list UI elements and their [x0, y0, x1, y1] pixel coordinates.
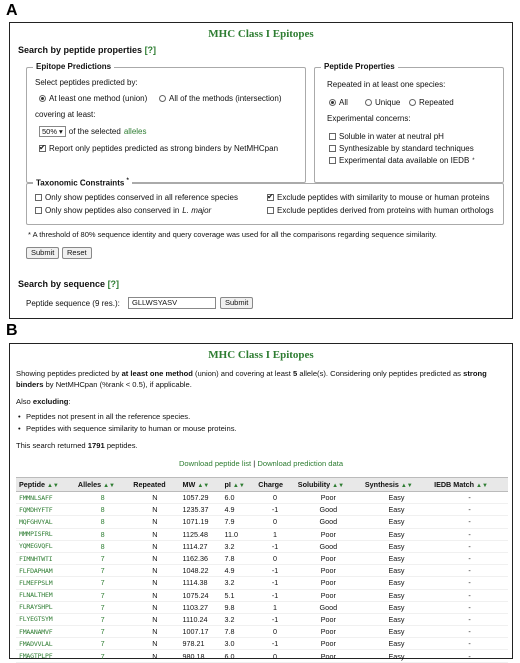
experimental-checkbox[interactable]: [329, 157, 336, 164]
repeat-all-radio[interactable]: [329, 99, 336, 106]
table-cell: Easy: [362, 577, 431, 589]
peptide-link[interactable]: FLMEFPSLM: [16, 577, 75, 589]
table-cell: 0: [255, 552, 295, 564]
sequence-input[interactable]: GLLWSYASV: [128, 297, 216, 309]
table-cell: Easy: [362, 638, 431, 650]
table-cell: -: [431, 516, 508, 528]
sort-icon[interactable]: ▲▼: [332, 483, 345, 489]
table-cell: Good: [295, 516, 362, 528]
exclude-orthologs-option[interactable]: Exclude peptides derived from proteins with human orthologs: [267, 206, 494, 215]
table-cell: Good: [295, 540, 362, 552]
column-header[interactable]: pI ▲▼: [222, 478, 256, 492]
conserved-all-option[interactable]: Only show peptides conserved in all reference species: [35, 193, 238, 202]
table-cell: 3.2: [222, 613, 256, 625]
peptide-properties-fieldset: [314, 62, 504, 183]
alleles-link[interactable]: 7: [75, 638, 130, 650]
concerns-label: Experimental concerns:: [327, 114, 411, 123]
table-cell: 5.1: [222, 589, 256, 601]
chevron-down-icon: ▾: [59, 127, 63, 136]
sort-icon[interactable]: ▲▼: [400, 483, 413, 489]
select-label: Select peptides predicted by:: [35, 78, 138, 87]
fieldset-legend: Epitope Predictions: [33, 62, 114, 71]
union-radio[interactable]: [39, 95, 46, 102]
table-cell: -: [431, 626, 508, 638]
column-header[interactable]: MW ▲▼: [180, 478, 222, 492]
repeat-repeated-option[interactable]: Repeated: [409, 98, 454, 107]
table-cell: Easy: [362, 552, 431, 564]
alleles-link[interactable]: 7: [75, 626, 130, 638]
peptide-link[interactable]: FMAANAMVF: [16, 626, 75, 638]
search-properties-heading: Search by peptide properties [?]: [18, 45, 157, 55]
table-cell: 3.2: [222, 540, 256, 552]
panel-letter-b: B: [6, 322, 18, 339]
table-row: [16, 638, 508, 650]
table-cell: -: [431, 528, 508, 540]
method-intersection-option[interactable]: All of the methods (intersection): [159, 94, 282, 103]
table-body: [16, 492, 508, 663]
coverage-select[interactable]: 50% ▾: [39, 126, 66, 137]
table-cell: N: [130, 504, 179, 516]
table-cell: 1057.29: [180, 492, 222, 504]
table-cell: 1162.36: [180, 552, 222, 564]
table-cell: 4.9: [222, 565, 256, 577]
fieldset-legend: Peptide Properties: [321, 62, 398, 71]
table-row: [16, 650, 508, 662]
table-cell: N: [130, 613, 179, 625]
alleles-link[interactable]: 8: [75, 540, 130, 552]
table-cell: 1075.24: [180, 589, 222, 601]
table-cell: Poor: [295, 565, 362, 577]
table-cell: 0: [255, 626, 295, 638]
synthesizable-checkbox[interactable]: [329, 145, 336, 152]
peptide-link[interactable]: FIMNHTWTI: [16, 552, 75, 564]
alleles-link[interactable]: 7: [75, 577, 130, 589]
table-cell: N: [130, 565, 179, 577]
coverage-row: 50% ▾ of the selected alleles: [39, 126, 147, 137]
table-cell: Poor: [295, 577, 362, 589]
strong-binders-option[interactable]: ✔ Report only peptides predicted as strong binders by NetMHCpan: [39, 144, 278, 153]
synthesizable-option[interactable]: Synthesizable by standard techniques: [329, 144, 474, 153]
experimental-option[interactable]: Experimental data available on IEDB *: [329, 156, 475, 165]
table-cell: 1110.24: [180, 613, 222, 625]
table-cell: Poor: [295, 638, 362, 650]
table-cell: -: [431, 492, 508, 504]
column-header[interactable]: Peptide ▲▼: [16, 478, 75, 492]
peptide-link[interactable]: FLRAYSHPL: [16, 601, 75, 613]
table-row: [16, 516, 508, 528]
column-header[interactable]: Solubility ▲▼: [295, 478, 362, 492]
soluble-option[interactable]: Soluble in water at neutral pH: [329, 132, 444, 141]
table-cell: 1125.48: [180, 528, 222, 540]
table-cell: Poor: [295, 589, 362, 601]
table-cell: -1: [255, 565, 295, 577]
page-title: MHC Class I Epitopes: [208, 349, 314, 361]
exclude-similarity-checkbox[interactable]: [267, 194, 274, 201]
table-cell: 3.0: [222, 638, 256, 650]
alleles-link[interactable]: 7: [75, 601, 130, 613]
alleles-link[interactable]: 8: [75, 516, 130, 528]
fieldset-legend: Taxonomic Constraints *: [33, 178, 132, 188]
peptide-link[interactable]: FLNALTHEM: [16, 589, 75, 601]
column-header[interactable]: Alleles ▲▼: [75, 478, 130, 492]
table-row: [16, 552, 508, 564]
download-links: Download peptide list | Download prediction data: [178, 459, 344, 468]
table-cell: -: [431, 589, 508, 601]
table-cell: Poor: [295, 626, 362, 638]
sequence-submit-button[interactable]: Submit: [220, 297, 253, 309]
results-count: This search returned 1791 peptides.: [16, 441, 138, 450]
table-cell: 9.8: [222, 601, 256, 613]
table-cell: N: [130, 601, 179, 613]
table-cell: 1235.37: [180, 504, 222, 516]
results-panel: [9, 343, 513, 659]
table-cell: N: [130, 540, 179, 552]
conserved-major-checkbox[interactable]: [35, 207, 42, 214]
conserved-all-checkbox[interactable]: [35, 194, 42, 201]
conserved-major-option[interactable]: Only show peptides also conserved in L. major: [35, 206, 211, 215]
alleles-link[interactable]: 7: [75, 650, 130, 662]
table-cell: N: [130, 516, 179, 528]
table-row: [16, 589, 508, 601]
alleles-link[interactable]: 8: [75, 492, 130, 504]
table-cell: 1103.27: [180, 601, 222, 613]
sort-icon[interactable]: ▲▼: [232, 483, 245, 489]
table-cell: -: [431, 601, 508, 613]
table-cell: -: [431, 650, 508, 662]
table-cell: Good: [295, 504, 362, 516]
table-cell: -: [431, 540, 508, 552]
table-cell: N: [130, 492, 179, 504]
submit-button[interactable]: Submit: [26, 247, 59, 259]
table-cell: -1: [255, 589, 295, 601]
panel-letter-a: A: [6, 2, 18, 19]
table-cell: N: [130, 626, 179, 638]
table-cell: 1114.27: [180, 540, 222, 552]
peptide-link[interactable]: FLFDAPHAM: [16, 565, 75, 577]
alleles-link[interactable]: 7: [75, 613, 130, 625]
peptide-link[interactable]: MQFGHVYAL: [16, 516, 75, 528]
method-union-option[interactable]: At least one method (union): [39, 94, 147, 103]
table-cell: 3.2: [222, 577, 256, 589]
table-cell: -1: [255, 540, 295, 552]
table-cell: Easy: [362, 540, 431, 552]
table-cell: -1: [255, 577, 295, 589]
table-cell: -: [431, 577, 508, 589]
table-cell: Poor: [295, 492, 362, 504]
excluding-label: Also excluding:: [16, 397, 71, 406]
soluble-checkbox[interactable]: [329, 133, 336, 140]
table-row: [16, 540, 508, 552]
table-cell: 980.18: [180, 650, 222, 662]
table-cell: -1: [255, 638, 295, 650]
table-cell: N: [130, 638, 179, 650]
table-cell: 1071.19: [180, 516, 222, 528]
table-cell: Easy: [362, 601, 431, 613]
table-row: [16, 492, 508, 504]
table-cell: Poor: [295, 613, 362, 625]
repeat-all-option[interactable]: All: [329, 98, 348, 107]
epitope-predictions-fieldset: [26, 62, 306, 183]
table-cell: 1114.38: [180, 577, 222, 589]
table-cell: 1048.22: [180, 565, 222, 577]
table-row: [16, 613, 508, 625]
exclude-similarity-option[interactable]: ✔ Exclude peptides with similarity to mouse or human proteins: [267, 193, 490, 202]
peptide-link[interactable]: YQMEGVQFL: [16, 540, 75, 552]
table-cell: Poor: [295, 552, 362, 564]
table-cell: Poor: [295, 528, 362, 540]
search-form-panel: [9, 22, 513, 319]
strong-binders-checkbox[interactable]: [39, 145, 46, 152]
table-cell: Poor: [295, 650, 362, 662]
sort-icon[interactable]: ▲▼: [103, 483, 115, 489]
table-cell: Easy: [362, 626, 431, 638]
table-cell: 0: [255, 492, 295, 504]
sort-icon[interactable]: ▲▼: [476, 483, 488, 489]
table-cell: Easy: [362, 528, 431, 540]
column-header[interactable]: Repeated: [130, 478, 179, 492]
taxonomic-fieldset: [26, 178, 504, 225]
exclude-orthologs-checkbox[interactable]: [267, 207, 274, 214]
table-cell: 0: [255, 650, 295, 662]
table-row: [16, 565, 508, 577]
table-cell: -: [431, 613, 508, 625]
reset-button[interactable]: Reset: [62, 247, 92, 259]
table-cell: -: [431, 552, 508, 564]
table-cell: Easy: [362, 565, 431, 577]
table-header-row: [16, 478, 508, 492]
table-cell: Easy: [362, 650, 431, 662]
column-header[interactable]: Synthesis ▲▼: [362, 478, 431, 492]
table-cell: 1: [255, 528, 295, 540]
results-table: [16, 477, 508, 663]
table-cell: 0: [255, 516, 295, 528]
table-cell: -: [431, 565, 508, 577]
peptide-link[interactable]: MMMPISFRL: [16, 528, 75, 540]
table-cell: Good: [295, 601, 362, 613]
table-row: [16, 577, 508, 589]
table-row: [16, 626, 508, 638]
alleles-link[interactable]: 8: [75, 504, 130, 516]
peptide-link[interactable]: FQMDHYFTF: [16, 504, 75, 516]
table-cell: 6.0: [222, 650, 256, 662]
column-header[interactable]: IEDB Match ▲▼: [431, 478, 508, 492]
alleles-link[interactable]: 7: [75, 565, 130, 577]
table-cell: Easy: [362, 504, 431, 516]
help-link[interactable]: [?]: [144, 45, 157, 55]
peptide-link[interactable]: FLYEGTSYM: [16, 613, 75, 625]
excluding-item: • Peptides with sequence similarity to human or mouse proteins.: [26, 424, 237, 433]
download-peptide-list-link[interactable]: Download peptide list: [178, 459, 252, 468]
search-sequence-heading: Search by sequence [?]: [18, 279, 120, 289]
table-row: [16, 504, 508, 516]
repeat-unique-option[interactable]: Unique: [365, 98, 400, 107]
table-cell: 7.8: [222, 626, 256, 638]
table-cell: N: [130, 528, 179, 540]
covering-label: covering at least:: [35, 110, 96, 119]
alleles-link[interactable]: alleles: [123, 127, 147, 136]
download-prediction-data-link[interactable]: Download prediction data: [257, 459, 344, 468]
table-cell: 978.21: [180, 638, 222, 650]
alleles-link[interactable]: 8: [75, 528, 130, 540]
alleles-link[interactable]: 7: [75, 589, 130, 601]
table-row: [16, 528, 508, 540]
excluding-item: • Peptides not present in all the reference species.: [26, 412, 190, 421]
table-cell: -1: [255, 613, 295, 625]
table-cell: N: [130, 577, 179, 589]
table-cell: N: [130, 589, 179, 601]
table-cell: 1: [255, 601, 295, 613]
page-title: MHC Class I Epitopes: [208, 28, 314, 40]
peptide-link[interactable]: FMMNLSAFF: [16, 492, 75, 504]
sort-icon[interactable]: ▲▼: [197, 483, 210, 489]
table-cell: -: [431, 504, 508, 516]
results-summary: Showing peptides predicted by at least one method (union) and covering at least 5 allele(s). Considering only peptides predicted as strong binders by NetMHCpan (%rank < 0.5), if applicable.: [16, 369, 487, 389]
repeat-unique-radio[interactable]: [365, 99, 372, 106]
column-header[interactable]: Charge: [255, 478, 295, 492]
table-cell: 11.0: [222, 528, 256, 540]
repeated-label: Repeated in at least one species:: [327, 80, 446, 89]
table-cell: Easy: [362, 613, 431, 625]
table-cell: Easy: [362, 516, 431, 528]
table-cell: N: [130, 650, 179, 662]
alleles-link[interactable]: 7: [75, 552, 130, 564]
table-cell: N: [130, 552, 179, 564]
table-row: [16, 601, 508, 613]
table-cell: Easy: [362, 589, 431, 601]
help-link[interactable]: [?]: [107, 279, 120, 289]
footnote: * A threshold of 80% sequence identity and query coverage was used for all the comparisons regarding sequence similarity.: [28, 230, 437, 239]
table-cell: -1: [255, 504, 295, 516]
table-cell: 6.0: [222, 492, 256, 504]
table-cell: 4.9: [222, 504, 256, 516]
table-cell: 7.8: [222, 552, 256, 564]
table-cell: 7.9: [222, 516, 256, 528]
sort-icon[interactable]: ▲▼: [46, 483, 59, 489]
table-cell: 1007.17: [180, 626, 222, 638]
peptide-link[interactable]: FMAGTPLPF: [16, 650, 75, 662]
peptide-link[interactable]: FMADVVLAL: [16, 638, 75, 650]
table-cell: Easy: [362, 492, 431, 504]
repeat-repeated-radio[interactable]: [409, 99, 416, 106]
intersection-radio[interactable]: [159, 95, 166, 102]
table-cell: -: [431, 638, 508, 650]
sequence-field-label: Peptide sequence (9 res.):: [26, 299, 120, 308]
